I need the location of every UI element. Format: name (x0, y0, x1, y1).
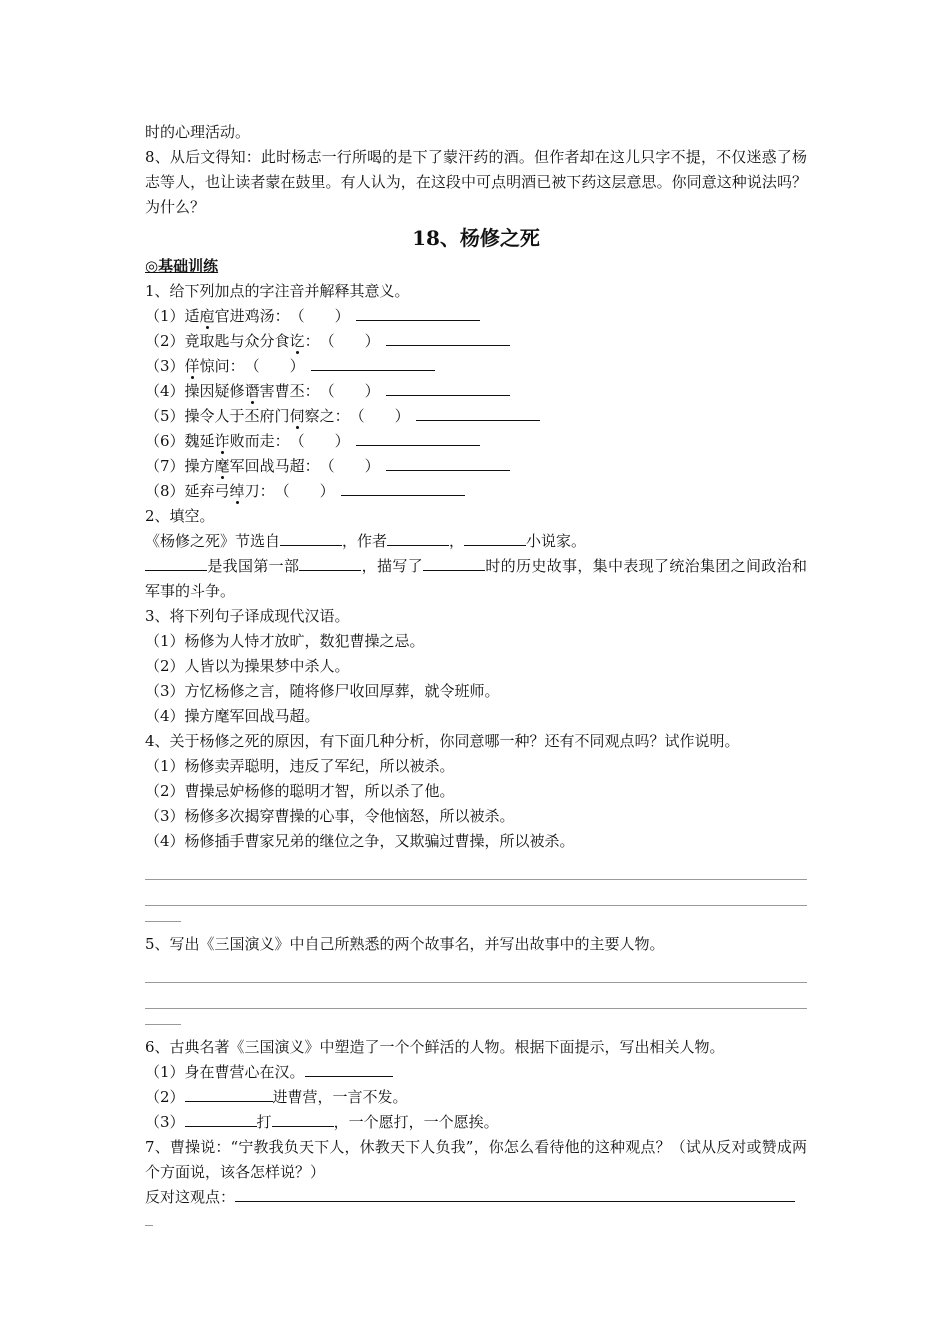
answer-blank[interactable] (280, 530, 342, 546)
question-3-item: （4）操方麾军回战马超。 (145, 707, 320, 725)
question-4-item: （4）杨修插手曹家兄弟的继位之争，又欺骗过曹操，所以被杀。 (145, 832, 575, 850)
answer-line-end[interactable] (145, 1009, 181, 1025)
question-3-item: （2）人皆以为操果梦中杀人。 (145, 657, 350, 675)
answer-line-end[interactable] (145, 1210, 153, 1226)
answer-blank[interactable] (145, 555, 207, 571)
q6-text: （3） (145, 1113, 185, 1131)
pinyin-parentheses[interactable]: （ ） (319, 457, 380, 475)
item-text: （2）竟取匙与众分食 (145, 332, 290, 350)
meaning-blank[interactable] (416, 405, 540, 421)
question-6-item-1 (145, 1060, 807, 1085)
meaning-blank[interactable] (311, 355, 435, 371)
answer-blank[interactable] (387, 530, 449, 546)
dotted-character: 庖 (199, 307, 215, 325)
item-text: 害曹丕： (259, 382, 320, 400)
question-3-stem: 3、将下列句子译成现代汉语。 (145, 607, 350, 625)
q6-text: （2） (145, 1088, 185, 1106)
question-6-stem: 6、古典名著《三国演义》中塑造了一个个鲜活的人物。根据下面提示，写出相关人物。 (145, 1038, 725, 1056)
item-text: ： (304, 332, 320, 350)
dotted-character: 伺 (289, 407, 305, 425)
dotted-character: 佯 (184, 357, 200, 375)
pinyin-parentheses[interactable]: （ ） (319, 382, 380, 400)
item-text: 败而走： (229, 432, 290, 450)
question-1-item (145, 304, 807, 329)
worksheet-page (145, 120, 807, 1236)
item-text: （1）适 (145, 307, 200, 325)
answer-line[interactable] (145, 854, 807, 880)
dotted-character: 麾 (214, 457, 230, 475)
question-1-item (145, 404, 807, 429)
answer-blank[interactable] (305, 1061, 393, 1077)
question-4-item: （3）杨修多次揭穿曹操的心事，令他恼怒，所以被杀。 (145, 807, 515, 825)
pinyin-parentheses[interactable]: （ ） (349, 407, 410, 425)
pinyin-parentheses[interactable]: （ ） (319, 332, 380, 350)
answer-blank[interactable] (299, 555, 361, 571)
item-text: 刀： (244, 482, 275, 500)
question-1-item (145, 329, 807, 354)
answer-blank[interactable] (185, 1111, 257, 1127)
item-text: 官进鸡汤： (214, 307, 290, 325)
question-2-stem: 2、填空。 (145, 507, 215, 525)
meaning-blank[interactable] (386, 455, 510, 471)
dotted-character: 诈 (214, 432, 230, 450)
question-1-item (145, 429, 807, 454)
continued-line: 时的心理活动。 (145, 123, 251, 141)
dotted-character: 讫 (289, 332, 305, 350)
question-3-item: （1）杨修为人恃才放旷，数犯曹操之忌。 (145, 632, 425, 650)
q6-text: ，一个愿打，一个愿挨。 (333, 1113, 499, 1131)
pinyin-parentheses[interactable]: （ ） (274, 482, 335, 500)
item-text: 惊问： (199, 357, 245, 375)
question-4-item: （1）杨修卖弄聪明，违反了军纪，所以被杀。 (145, 757, 455, 775)
answer-blank[interactable] (272, 1111, 334, 1127)
item-text: 察之： (304, 407, 350, 425)
item-text: （7）操方 (145, 457, 215, 475)
answer-line[interactable] (145, 983, 807, 1009)
pinyin-parentheses[interactable]: （ ） (289, 307, 350, 325)
meaning-blank[interactable] (386, 380, 510, 396)
dotted-character: 绰 (229, 482, 245, 500)
q6-text: 打 (256, 1113, 272, 1131)
section-heading: ◎基础训练 (145, 257, 219, 275)
question-4-stem: 4、关于杨修之死的原因，有下面几种分析，你同意哪一种？还有不同观点吗？试作说明。 (145, 732, 740, 750)
question-6-item-2 (145, 1085, 807, 1110)
item-text: （6）魏延 (145, 432, 215, 450)
pinyin-parentheses[interactable]: （ ） (289, 432, 350, 450)
q6-text: （1）身在曹营心在汉。 (145, 1063, 305, 1081)
pinyin-parentheses[interactable]: （ ） (244, 357, 305, 375)
dotted-character: 谮 (244, 382, 260, 400)
q2-text: ，描写了 (361, 557, 423, 575)
q2-text: 时的历史故事，集中表现了统治集团之间政治和军事的斗争。 (145, 557, 807, 600)
q2-text: 是我国第一部 (207, 557, 300, 575)
item-text: （4）操因疑修 (145, 382, 245, 400)
meaning-blank[interactable] (341, 480, 465, 496)
item-text: 军回战马超： (229, 457, 320, 475)
question-1-item (145, 479, 807, 504)
question-6-item-3 (145, 1110, 807, 1135)
question-1-items (145, 304, 807, 504)
answer-line-end[interactable] (145, 906, 181, 922)
question-1-stem: 1、给下列加点的字注音并解释其意义。 (145, 282, 410, 300)
question-4-item: （2）曹操忌妒杨修的聪明才智，所以杀了他。 (145, 782, 455, 800)
q2-text: ， (449, 532, 465, 550)
item-text: （5）操令人于丕府门 (145, 407, 290, 425)
question-1-item (145, 379, 807, 404)
meaning-blank[interactable] (356, 305, 480, 321)
meaning-blank[interactable] (386, 330, 510, 346)
answer-blank[interactable] (464, 530, 526, 546)
question-2-line-2 (145, 554, 807, 604)
q2-text: ，作者 (342, 532, 388, 550)
question-8: 8、从后文得知：此时杨志一行所喝的是下了蒙汗药的酒。但作者却在这儿只字不提，不仅迷惑了杨志等人，也让读者蒙在鼓里。有人认为，在这段中可点明酒已被下药这层意思。你同意这种说法吗？为什么？ (145, 148, 807, 216)
question-2-line-1 (145, 529, 807, 554)
item-text: （3） (145, 357, 185, 375)
answer-blank[interactable] (185, 1086, 273, 1102)
answer-blank[interactable] (235, 1186, 795, 1202)
question-7-stem: 7、曹操说：“宁教我负天下人，休教天下人负我”，你怎么看待他的这种观点？（试从反对或赞成两个方面说，该各怎样说？） (145, 1138, 807, 1181)
q2-text: 《杨修之死》节选自 (145, 532, 281, 550)
question-1-item (145, 454, 807, 479)
item-text: （8）延弃弓 (145, 482, 230, 500)
meaning-blank[interactable] (356, 430, 480, 446)
answer-line[interactable] (145, 880, 807, 906)
q6-text: 进曹营，一言不发。 (272, 1088, 408, 1106)
question-5-stem: 5、写出《三国演义》中自己所熟悉的两个故事名，并写出故事中的主要人物。 (145, 935, 665, 953)
q2-text: 小说家。 (526, 532, 587, 550)
question-3-item: （3）方忆杨修之言，随将修尸收回厚葬，就令班师。 (145, 682, 500, 700)
answer-line[interactable] (145, 957, 807, 983)
lesson-title: 18、杨修之死 (412, 226, 540, 250)
question-7-oppose (145, 1185, 807, 1210)
q7-label: 反对这观点： (145, 1188, 236, 1206)
question-1-item (145, 354, 807, 379)
answer-blank[interactable] (423, 555, 485, 571)
